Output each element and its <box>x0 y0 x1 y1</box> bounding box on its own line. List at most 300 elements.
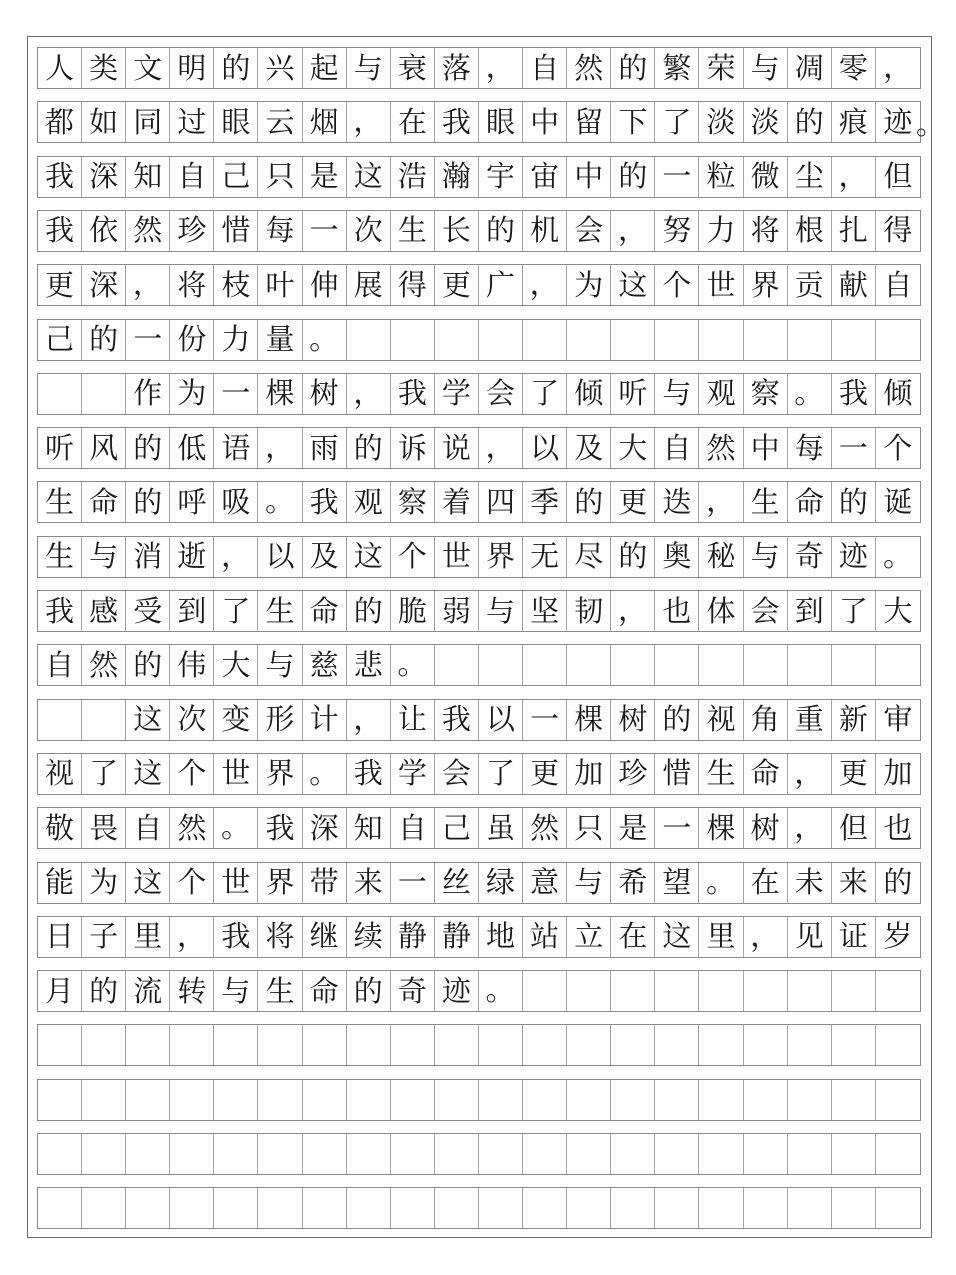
grid-cell: 了 <box>82 754 126 794</box>
grid-row <box>37 373 921 415</box>
grid-cell: ， <box>699 482 743 522</box>
grid-cell <box>655 1080 699 1120</box>
grid-cell: 迹 <box>883 104 913 139</box>
grid-cell <box>611 971 655 1011</box>
grid-cell: 努 <box>655 211 699 251</box>
grid-cell: 秘 <box>699 537 743 577</box>
grid-cell: 的 <box>214 48 258 88</box>
grid-cell: 为 <box>567 265 611 305</box>
grid-cell: 己 <box>38 320 82 360</box>
grid-cell: 衰 <box>391 48 435 88</box>
grid-cell: 个 <box>170 863 214 903</box>
grid-cell: 敬 <box>38 808 82 848</box>
grid-cell: 学 <box>391 754 435 794</box>
grid-cell <box>655 320 699 360</box>
grid-cell: 展 <box>347 265 391 305</box>
grid-cell: 。 <box>699 863 743 903</box>
grid-cell: 及 <box>303 537 347 577</box>
grid-cell: 世 <box>214 863 258 903</box>
grid-cell: 明 <box>170 48 214 88</box>
grid-cell: ， <box>611 591 655 631</box>
grid-row <box>37 101 921 143</box>
grid-cell: 的 <box>611 48 655 88</box>
grid-cell <box>258 1188 302 1228</box>
grid-cell <box>38 1025 82 1065</box>
grid-cell: 广 <box>479 265 523 305</box>
grid-row <box>37 590 921 632</box>
grid-cell: 脆 <box>391 591 435 631</box>
grid-cell: 说 <box>435 428 479 468</box>
grid-cell: 是 <box>303 157 347 197</box>
grid-cell: 更 <box>523 754 567 794</box>
grid-cell: 倾 <box>567 374 611 414</box>
grid-cell: 这 <box>126 700 170 740</box>
grid-cell: 也 <box>655 591 699 631</box>
grid-cell <box>876 1025 920 1065</box>
grid-cell: 然 <box>82 645 126 685</box>
grid-cell <box>876 1080 920 1120</box>
grid-cell <box>303 1025 347 1065</box>
grid-cell <box>832 320 876 360</box>
grid-cell: 的 <box>126 645 170 685</box>
grid-cell: 得 <box>391 265 435 305</box>
grid-cell <box>479 1134 523 1174</box>
grid-cell <box>435 1134 479 1174</box>
grid-cell: 未 <box>788 863 832 903</box>
grid-cell: 能 <box>38 863 82 903</box>
grid-cell: 繁 <box>655 48 699 88</box>
grid-cell <box>744 1134 788 1174</box>
grid-cell: 贡 <box>788 265 832 305</box>
grid-cell <box>435 320 479 360</box>
grid-cell: 及 <box>567 428 611 468</box>
grid-cell: 语 <box>214 428 258 468</box>
grid-cell: 次 <box>347 211 391 251</box>
grid-cell <box>479 1080 523 1120</box>
grid-cell: 但 <box>883 159 913 194</box>
grid-cell: 根 <box>788 211 832 251</box>
grid-cell: 到 <box>170 591 214 631</box>
grid-cell: 为 <box>82 863 126 903</box>
grid-cell <box>567 971 611 1011</box>
grid-cell: 消 <box>126 537 170 577</box>
grid-cell <box>699 1025 743 1065</box>
grid-cell: 奇 <box>391 971 435 1011</box>
grid-cell: 加 <box>883 756 913 791</box>
grid-cell: 界 <box>258 863 302 903</box>
grid-cell: 迭 <box>655 482 699 522</box>
grid-cell: 生 <box>38 482 82 522</box>
grid-cell: 与 <box>655 374 699 414</box>
grid-cell: 吸 <box>214 482 258 522</box>
grid-cell: 诞 <box>883 484 913 519</box>
grid-cell: 个 <box>170 754 214 794</box>
grid-row <box>37 807 921 849</box>
grid-cell: 察 <box>391 482 435 522</box>
grid-cell: 棵 <box>258 374 302 414</box>
grid-cell: 与 <box>744 48 788 88</box>
grid-cell <box>788 1080 832 1120</box>
grid-cell: 的 <box>82 320 126 360</box>
grid-cell: 深 <box>303 808 347 848</box>
grid-cell: 命 <box>82 482 126 522</box>
grid-cell: 瀚 <box>435 157 479 197</box>
grid-cell: 观 <box>347 482 391 522</box>
grid-cell: 惜 <box>214 211 258 251</box>
grid-cell <box>655 1025 699 1065</box>
grid-cell: 扎 <box>832 211 876 251</box>
grid-cell: 宙 <box>523 157 567 197</box>
grid-cell: ， <box>744 917 788 957</box>
grid-row <box>37 481 921 523</box>
grid-cell: 的 <box>883 865 913 899</box>
grid-cell: 这 <box>126 754 170 794</box>
grid-cell: 与 <box>479 591 523 631</box>
grid-cell: 的 <box>347 971 391 1011</box>
grid-cell: 伟 <box>170 645 214 685</box>
grid-cell <box>876 1188 920 1228</box>
grid-cell: 诉 <box>391 428 435 468</box>
grid-cell: 体 <box>699 591 743 631</box>
grid-cell: 证 <box>832 917 876 957</box>
grid-cell: 一 <box>655 157 699 197</box>
grid-cell <box>611 320 655 360</box>
grid-cell: 文 <box>126 48 170 88</box>
grid-cell <box>788 645 832 685</box>
grid-cell: 知 <box>347 808 391 848</box>
grid-cell: 希 <box>611 863 655 903</box>
grid-cell: 知 <box>126 157 170 197</box>
grid-cell <box>699 1134 743 1174</box>
grid-cell: 粒 <box>699 157 743 197</box>
grid-cell <box>214 1134 258 1174</box>
grid-cell: 立 <box>567 917 611 957</box>
grid-cell <box>832 971 876 1011</box>
grid-cell: 每 <box>788 428 832 468</box>
grid-cell: 我 <box>347 754 391 794</box>
grid-cell: 与 <box>347 48 391 88</box>
grid-cell <box>479 320 523 360</box>
grid-cell <box>347 320 391 360</box>
grid-cell <box>744 1080 788 1120</box>
grid-cell: 凋 <box>788 48 832 88</box>
grid-cell: 自 <box>523 48 567 88</box>
grid-cell: 我 <box>832 374 876 414</box>
grid-cell: ， <box>832 157 876 197</box>
grid-cell <box>214 1080 258 1120</box>
grid-cell: 烟 <box>303 102 347 142</box>
grid-cell: ， <box>170 917 214 957</box>
grid-cell <box>303 1080 347 1120</box>
grid-cell: 在 <box>391 102 435 142</box>
grid-cell: 的 <box>611 537 655 577</box>
grid-cell: 风 <box>82 428 126 468</box>
grid-cell: 四 <box>479 482 523 522</box>
grid-row <box>37 1187 921 1229</box>
grid-cell: 的 <box>567 482 611 522</box>
grid-cell: 的 <box>347 428 391 468</box>
grid-cell <box>567 645 611 685</box>
grid-cell: 世 <box>214 754 258 794</box>
grid-cell: 深 <box>82 265 126 305</box>
grid-cell: 丝 <box>435 863 479 903</box>
grid-cell: 迹 <box>435 971 479 1011</box>
grid-cell <box>347 1080 391 1120</box>
grid-cell: 的 <box>655 700 699 740</box>
grid-cell: 与 <box>214 971 258 1011</box>
grid-cell: ， <box>479 428 523 468</box>
grid-row <box>37 264 921 306</box>
grid-cell: 这 <box>655 917 699 957</box>
grid-cell: 一 <box>214 374 258 414</box>
grid-cell: 韧 <box>567 591 611 631</box>
grid-cell: 悲 <box>347 645 391 685</box>
grid-cell: 然 <box>567 48 611 88</box>
grid-cell <box>832 1188 876 1228</box>
grid-cell <box>788 1025 832 1065</box>
grid-row <box>37 47 921 89</box>
grid-cell: 了 <box>479 754 523 794</box>
grid-cell: 伸 <box>303 265 347 305</box>
grid-cell: 大 <box>214 645 258 685</box>
grid-cell: 的 <box>832 482 876 522</box>
grid-cell: 低 <box>170 428 214 468</box>
grid-cell: 深 <box>82 157 126 197</box>
grid-cell <box>523 971 567 1011</box>
grid-cell: 奥 <box>655 537 699 577</box>
grid-cell <box>655 971 699 1011</box>
grid-cell: 尽 <box>567 537 611 577</box>
grid-cell: 生 <box>391 211 435 251</box>
grid-cell <box>258 1080 302 1120</box>
grid-cell: 弱 <box>435 591 479 631</box>
grid-cell: 命 <box>303 591 347 631</box>
grid-row <box>37 699 921 741</box>
grid-cell <box>82 1188 126 1228</box>
grid-cell: 呼 <box>170 482 214 522</box>
grid-cell: 坚 <box>523 591 567 631</box>
grid-cell <box>391 1080 435 1120</box>
grid-cell <box>479 645 523 685</box>
grid-cell <box>832 645 876 685</box>
grid-cell: 珍 <box>170 211 214 251</box>
grid-cell: 的 <box>347 591 391 631</box>
grid-cell: 珍 <box>611 754 655 794</box>
grid-cell <box>611 1080 655 1120</box>
grid-row <box>37 916 921 958</box>
grid-cell: 会 <box>435 754 479 794</box>
grid-cell: 都 <box>38 102 82 142</box>
grid-cell: 继 <box>303 917 347 957</box>
grid-cell: 。 <box>303 320 347 360</box>
grid-cell: 。 <box>214 808 258 848</box>
grid-cell: 云 <box>258 102 302 142</box>
grid-cell: 受 <box>126 591 170 631</box>
grid-cell: 枝 <box>214 265 258 305</box>
grid-cell <box>567 320 611 360</box>
grid-cell: 人 <box>38 48 82 88</box>
grid-cell: 我 <box>214 917 258 957</box>
grid-cell: 眼 <box>479 102 523 142</box>
grid-cell: 痕 <box>832 102 876 142</box>
grid-cell <box>744 320 788 360</box>
grid-cell <box>523 1025 567 1065</box>
grid-cell <box>38 1134 82 1174</box>
grid-cell: 中 <box>744 428 788 468</box>
grid-cell: ， <box>788 754 832 794</box>
grid-cell: 感 <box>82 591 126 631</box>
grid-cell: 的 <box>611 157 655 197</box>
grid-cell: 个 <box>883 430 913 465</box>
grid-cell: 生 <box>258 971 302 1011</box>
grid-cell: 然 <box>523 808 567 848</box>
grid-cell: 与 <box>744 537 788 577</box>
grid-cell <box>303 1188 347 1228</box>
grid-cell: 一 <box>523 700 567 740</box>
grid-row <box>37 1133 921 1175</box>
grid-cell: 献 <box>832 265 876 305</box>
grid-cell: 。 <box>391 645 435 685</box>
grid-cell: 带 <box>303 863 347 903</box>
grid-cell: 自 <box>38 645 82 685</box>
grid-cell: 着 <box>435 482 479 522</box>
grid-cell: 类 <box>82 48 126 88</box>
grid-cell <box>611 1025 655 1065</box>
grid-cell: 在 <box>611 917 655 957</box>
grid-cell: 一 <box>655 808 699 848</box>
grid-cell <box>699 320 743 360</box>
grid-cell: 眼 <box>214 102 258 142</box>
grid-cell: 微 <box>744 157 788 197</box>
grid-cell: 会 <box>479 374 523 414</box>
grid-cell <box>567 1134 611 1174</box>
grid-cell: 会 <box>744 591 788 631</box>
grid-cell: 树 <box>611 700 655 740</box>
grid-cell: 日 <box>38 917 82 957</box>
grid-cell: 季 <box>523 482 567 522</box>
grid-cell <box>567 1188 611 1228</box>
grid-cell: 树 <box>303 374 347 414</box>
grid-cell <box>655 1134 699 1174</box>
grid-cell <box>655 645 699 685</box>
grid-cell: 一 <box>126 320 170 360</box>
grid-cell: 界 <box>479 537 523 577</box>
grid-cell: 自 <box>655 428 699 468</box>
grid-cell <box>82 1134 126 1174</box>
grid-cell <box>82 374 126 414</box>
grid-cell: 视 <box>699 700 743 740</box>
grid-cell: 了 <box>214 591 258 631</box>
grid-cell: 也 <box>883 810 913 845</box>
grid-cell: 落 <box>435 48 479 88</box>
grid-cell: 命 <box>303 971 347 1011</box>
grid-cell <box>38 1080 82 1120</box>
grid-cell: ， <box>347 374 391 414</box>
grid-cell <box>347 1134 391 1174</box>
grid-cell: 与 <box>567 863 611 903</box>
grid-cell: 岁 <box>883 919 913 954</box>
grid-cell: 起 <box>303 48 347 88</box>
grid-cell <box>435 1080 479 1120</box>
grid-cell <box>170 1025 214 1065</box>
grid-cell <box>611 645 655 685</box>
grid-cell: 了 <box>523 374 567 414</box>
grid-cell <box>788 1134 832 1174</box>
grid-cell <box>214 1188 258 1228</box>
grid-cell: 尘 <box>788 157 832 197</box>
grid-cell: 听 <box>38 428 82 468</box>
grid-cell: 听 <box>611 374 655 414</box>
grid-cell <box>832 1025 876 1065</box>
grid-cell: 以 <box>258 537 302 577</box>
grid-cell: 这 <box>347 537 391 577</box>
grid-cell <box>523 1188 567 1228</box>
grid-cell: 在 <box>744 863 788 903</box>
grid-cell: 将 <box>170 265 214 305</box>
grid-cell: 了 <box>655 102 699 142</box>
grid-cell: 得 <box>883 213 913 248</box>
grid-cell: 慈 <box>303 645 347 685</box>
grid-cell: 转 <box>170 971 214 1011</box>
grid-cell <box>435 645 479 685</box>
grid-cell: 望 <box>655 863 699 903</box>
grid-cell: 无 <box>523 537 567 577</box>
grid-cell <box>699 1188 743 1228</box>
grid-cell: 生 <box>258 591 302 631</box>
grid-cell: 生 <box>38 537 82 577</box>
grid-cell: 叶 <box>258 265 302 305</box>
grid-cell: 依 <box>82 211 126 251</box>
grid-cell: 这 <box>126 863 170 903</box>
grid-cell: 流 <box>126 971 170 1011</box>
grid-cell: 自 <box>170 157 214 197</box>
grid-cell: 生 <box>699 754 743 794</box>
grid-cell: 个 <box>655 265 699 305</box>
grid-cell: 大 <box>883 593 913 628</box>
grid-cell <box>170 1134 214 1174</box>
grid-cell: 零 <box>832 48 876 88</box>
grid-cell: 棵 <box>567 700 611 740</box>
grid-cell <box>391 1134 435 1174</box>
grid-cell: 淡 <box>744 102 788 142</box>
grid-cell: 让 <box>391 700 435 740</box>
grid-row <box>37 753 921 795</box>
grid-cell: 命 <box>788 482 832 522</box>
grid-cell: 过 <box>170 102 214 142</box>
grid-cell: 更 <box>38 265 82 305</box>
grid-cell: 下 <box>611 102 655 142</box>
grid-cell <box>391 1025 435 1065</box>
grid-cell: 一 <box>391 863 435 903</box>
grid-cell: 这 <box>611 265 655 305</box>
grid-cell: 力 <box>699 211 743 251</box>
grid-cell: 然 <box>699 428 743 468</box>
grid-cell: 重 <box>788 700 832 740</box>
grid-cell: 自 <box>883 267 913 302</box>
grid-cell: 地 <box>479 917 523 957</box>
grid-row <box>37 1079 921 1121</box>
grid-cell <box>214 1025 258 1065</box>
grid-cell: 新 <box>832 700 876 740</box>
grid-cell <box>126 1134 170 1174</box>
grid-cell <box>435 1188 479 1228</box>
grid-cell: 站 <box>523 917 567 957</box>
grid-cell: 我 <box>258 808 302 848</box>
margin-punctuation: 。 <box>916 106 946 141</box>
grid-cell: 更 <box>832 754 876 794</box>
grid-cell: 。 <box>882 538 913 574</box>
grid-cell: 命 <box>744 754 788 794</box>
